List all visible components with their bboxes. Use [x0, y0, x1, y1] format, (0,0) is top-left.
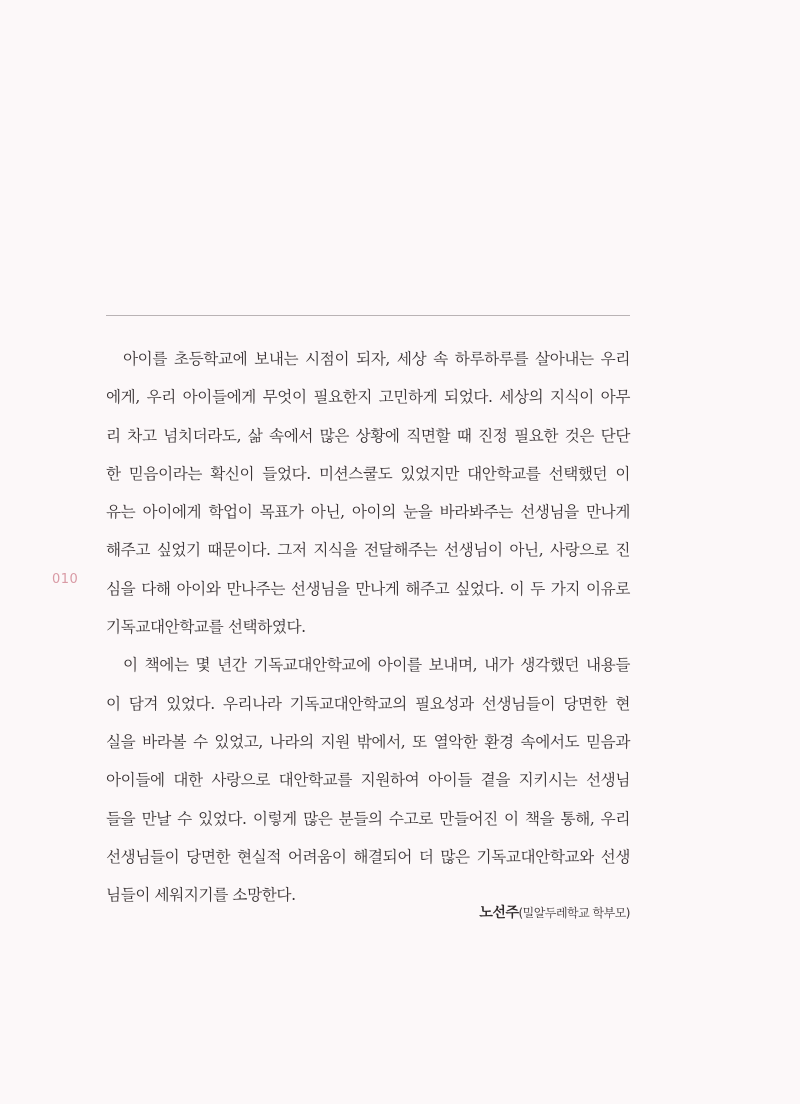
text-line: 님들이 세워지기를 소망한다.	[106, 886, 296, 905]
text-line: 이 담겨 있었다. 우리나라 기독교대안학교의 필요성과 선생님들이 당면한 현	[106, 694, 630, 713]
author-signature	[479, 902, 630, 922]
text-line: 실을 바라볼 수 있었고, 나라의 지원 밖에서, 또 열악한 환경 속에서도 믿음과	[106, 732, 630, 751]
text-line: 유는 아이에게 학업이 목표가 아닌, 아이의 눈을 바라봐주는 선생님을 만나게	[106, 503, 630, 522]
text-line: 심을 다해 아이와 만나주는 선생님을 만나게 해주고 싶었다. 이 두 가지 이유로	[106, 579, 630, 598]
text-line: 에게, 우리 아이들에게 무엇이 필요한지 고민하게 되었다. 세상의 지식이 아무	[106, 388, 630, 407]
section-divider	[106, 315, 630, 316]
author-name: 노선주	[479, 905, 519, 921]
text-line: 선생님들이 당면한 현실적 어려움이 해결되어 더 많은 기독교대안학교와 선생	[106, 847, 630, 866]
text-line: 들을 만날 수 있었다. 이렇게 많은 분들의 수고로 만들어진 이 책을 통해, 우리	[106, 809, 630, 828]
essay-body	[106, 340, 630, 914]
text-line: 한 믿음이라는 확신이 들었다. 미션스쿨도 있었지만 대안학교를 선택했던 이	[106, 464, 630, 483]
author-affiliation: (밀알두레학교 학부모)	[518, 906, 630, 920]
text-line: 아이를 초등학교에 보내는 시점이 되자, 세상 속 하루하루를 살아내는 우리	[123, 350, 630, 368]
page-number: 010	[52, 572, 79, 587]
text-line: 기독교대안학교를 선택하였다.	[106, 618, 306, 637]
text-line: 이 책에는 몇 년간 기독교대안학교에 아이를 보내며, 내가 생각했던 내용들	[123, 656, 630, 675]
text-line: 리 차고 넘치더라도, 삶 속에서 많은 상황에 직면할 때 진정 필요한 것은 단단	[106, 426, 630, 445]
text-line: 아이들에 대한 사랑으로 대안학교를 지원하여 아이들 곁을 지키시는 선생님	[106, 771, 630, 790]
text-line: 해주고 싶었기 때문이다. 그저 지식을 전달해주는 선생님이 아닌, 사랑으로 진	[106, 541, 630, 560]
